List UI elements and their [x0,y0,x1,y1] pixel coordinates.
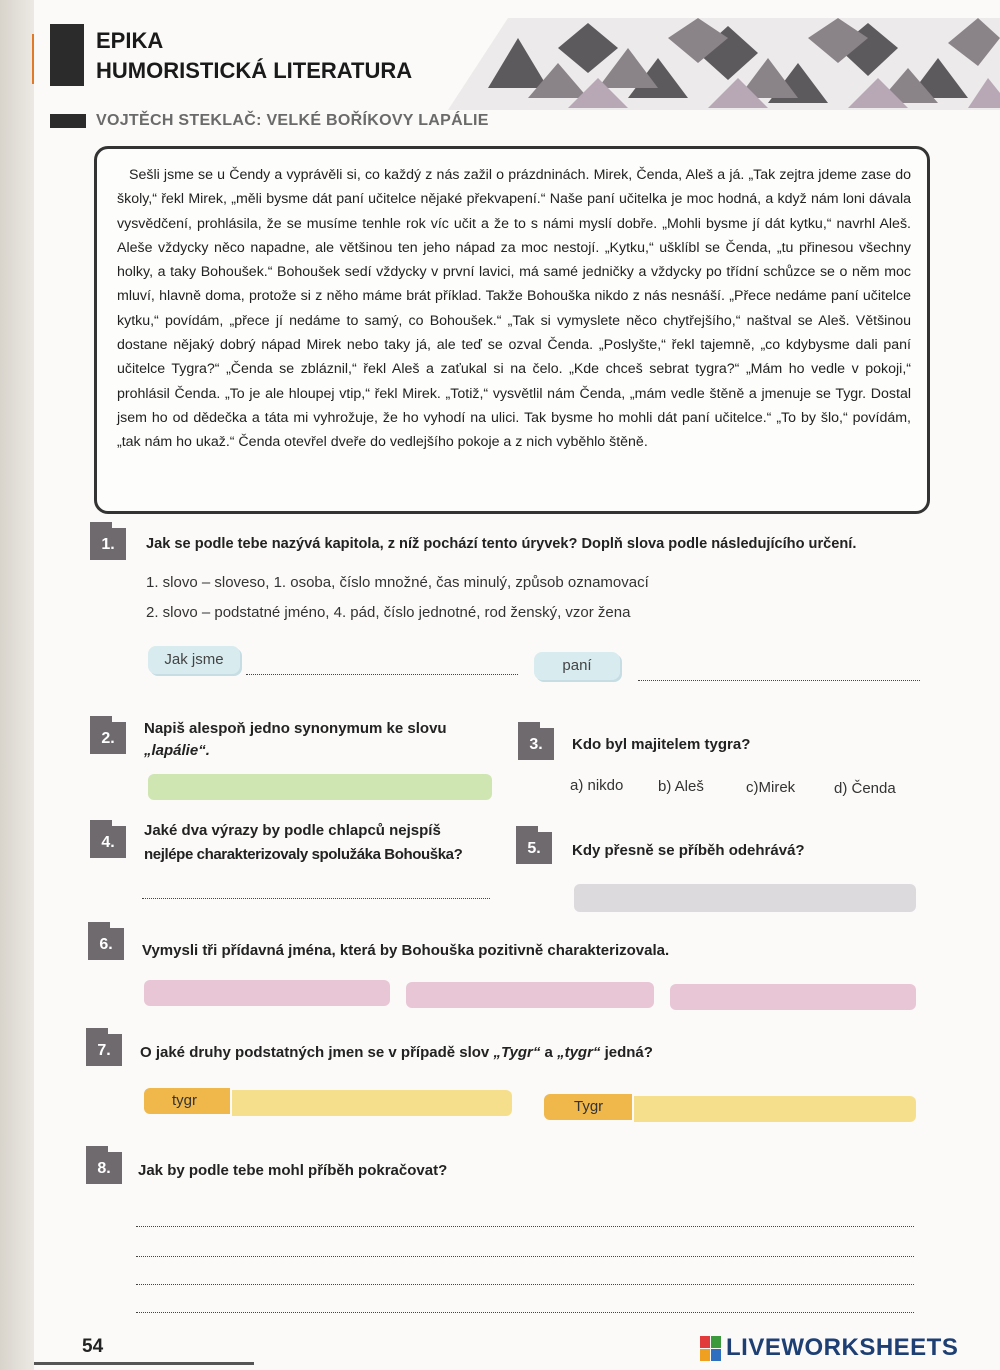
question-8-number: 8. [86,1152,122,1184]
question-1-prefill-2: paní [534,652,620,680]
chapter-title: EPIKA [96,28,164,53]
question-8-answer-line-4[interactable] [136,1312,914,1313]
liveworksheets-brand[interactable]: LIVEWORKSHEETS [726,1334,959,1361]
question-5-answer-field[interactable] [574,884,916,912]
question-8-text: Jak by podle tebe mohl příběh pokračovat? [138,1162,448,1179]
question-5-text: Kdy přesně se příběh odehrává? [572,842,805,859]
question-6-answer-field-2[interactable] [406,982,654,1008]
question-1-answer-2[interactable] [638,680,920,681]
story-box [94,146,930,514]
question-3-text: Kdo byl majitelem tygra? [572,736,751,753]
question-8-answer-line-2[interactable] [136,1256,914,1257]
question-2-text-line-1: Napiš alespoň jedno synonymum ke slovu [144,720,447,737]
question-1-prefill-1: Jak jsme [148,646,240,674]
cube-pattern-decoration [448,18,1000,110]
question-2-answer-field[interactable] [148,774,492,800]
header-block [50,24,84,86]
question-3-option-a[interactable]: a) nikdo [570,777,624,794]
excerpt-source: VOJTĚCH STEKLAČ: VELKÉ BOŘÍKOVY LAPÁLIE [96,112,489,129]
question-6-answer-field-3[interactable] [670,984,916,1010]
question-6-text: Vymysli tři přídavná jména, která by Bohouška pozitivně charakterizovala. [142,942,670,959]
page-number-rule [34,1362,254,1365]
question-1-hint-2: 2. slovo – podstatné jméno, 4. pád, číslo jednotné, rod ženský, vzor žena [146,604,631,621]
question-3-option-b[interactable]: b) Aleš [658,778,704,795]
question-1-hint-1: 1. slovo – sloveso, 1. osoba, číslo množné, čas minulý, způsob oznamovací [146,574,649,591]
question-5-number: 5. [516,832,552,864]
question-8-answer-line-3[interactable] [136,1284,914,1285]
question-2-word: „lapálie“. [144,742,210,759]
question-7-answer-field-2[interactable] [634,1096,916,1122]
subheader-block [50,114,86,128]
question-3-option-c[interactable]: c)Mirek [746,779,796,796]
question-4-answer-field[interactable] [142,898,490,899]
question-6-number: 6. [88,928,124,960]
page-number: 54 [82,1336,104,1357]
chapter-subtitle: HUMORISTICKÁ LITERATURA [96,58,413,83]
question-1-number: 1. [90,528,126,560]
question-7-word-1: „Tygr“ [493,1044,541,1061]
question-1-text: Jak se podle tebe nazývá kapitola, z níž pochází tento úryvek? Doplň slova podle následujícího určení. [146,536,857,552]
question-1-answer-1[interactable] [246,674,518,675]
question-3-option-d[interactable]: d) Čenda [834,780,896,797]
question-4-number: 4. [90,826,126,858]
question-8-answer-line-1[interactable] [136,1226,914,1227]
question-6-answer-field-1[interactable] [144,980,390,1006]
question-7-text-c: jedná? [600,1044,653,1061]
question-7-text-b: a [540,1044,558,1061]
story-text: Sešli jsme se u Čendy a vyprávěli si, co každý z nás zažil o prázdninách. Mirek, Čenda, Aleš a já. „Tak zejtra jdeme zase do školy,“ řekl Mirek, „měli bysme dát paní učitelce nějaké překvapení.“ Naše paní učitelka je moc hodná, a když nám loni dávala vysvědčení, prohlásila, že se musíme tenhle rok víc učit a že to s námi myslí dobře. „Mohli bysme jí dát kytku,“ navrhl Aleš. Aleše vždycky něco napadne, ale většinou ten jeho nápad za moc nestojí. „Kytku,“ ušklíbl se Čenda, „tu přinesou všechny holky, a taky Bohoušek.“ Bohoušek sedí vždycky v první lavici, má samé jedničky a vždycky po třídní schůzce se o něm moc mluví, hlavně doma, protože si z něho máme brát příklad. Takže Bohouška nikdo z nás nesnáší. „Přece nedáme paní učitelce kytku,“ povídám, „přece jí nedáme to samý, co Bohoušek.“ „Tak si vymyslete něco chytřejšího,“ naštval se Aleš. Většinou dostane nějaký dobrý nápad Mirek nebo taky já, ale teď se ozval Čenda. „Poslyšte,“ řekl tajemně, „co kdybysme dali paní učitelce Tygra?“ „Čenda se zbláznil,“ řekl Aleš a zaťukal si na čelo. „Kde chceš sebrat tygra?“ „Mám ho vedle v pokoji,“ prohlásil Čenda. „To je ale hloupej vtip,“ řekl Mirek. „Totiž,“ vysvětlil nám Čenda, „mám vedle štěně a jmenuje se Tygr. Dostal jsem ho od dědečka a táta mi vyhrožuje, že ho vyhodí na ulici. Tak bysme ho mohli dát paní učitelce.“ „To by šlo,“ povídám, „tak nám ho ukaž.“ Čenda otevřel dveře do vedlejšího pokoje a z nich vyběhlo štěně. [117,167,911,451]
question-7-answer-field-1[interactable] [232,1090,512,1116]
question-7-text-a: O jaké druhy podstatných jmen se v případě slov [140,1044,494,1061]
question-4-text-line-1: Jaké dva výrazy by podle chlapců nejspíš [144,822,441,839]
question-7-label-1: tygr [144,1088,230,1114]
page-edge [0,0,34,1370]
question-4-text-line-2: nejlépe charakterizovaly spolužáka Bohouška? [144,846,463,863]
question-7-number: 7. [86,1034,122,1066]
question-7-text [140,1044,653,1061]
liveworksheets-logo-icon [700,1336,722,1362]
question-2-number: 2. [90,722,126,754]
question-7-label-2: Tygr [544,1094,632,1120]
question-3-number: 3. [518,728,554,760]
question-7-word-2: „tygr“ [557,1044,601,1061]
